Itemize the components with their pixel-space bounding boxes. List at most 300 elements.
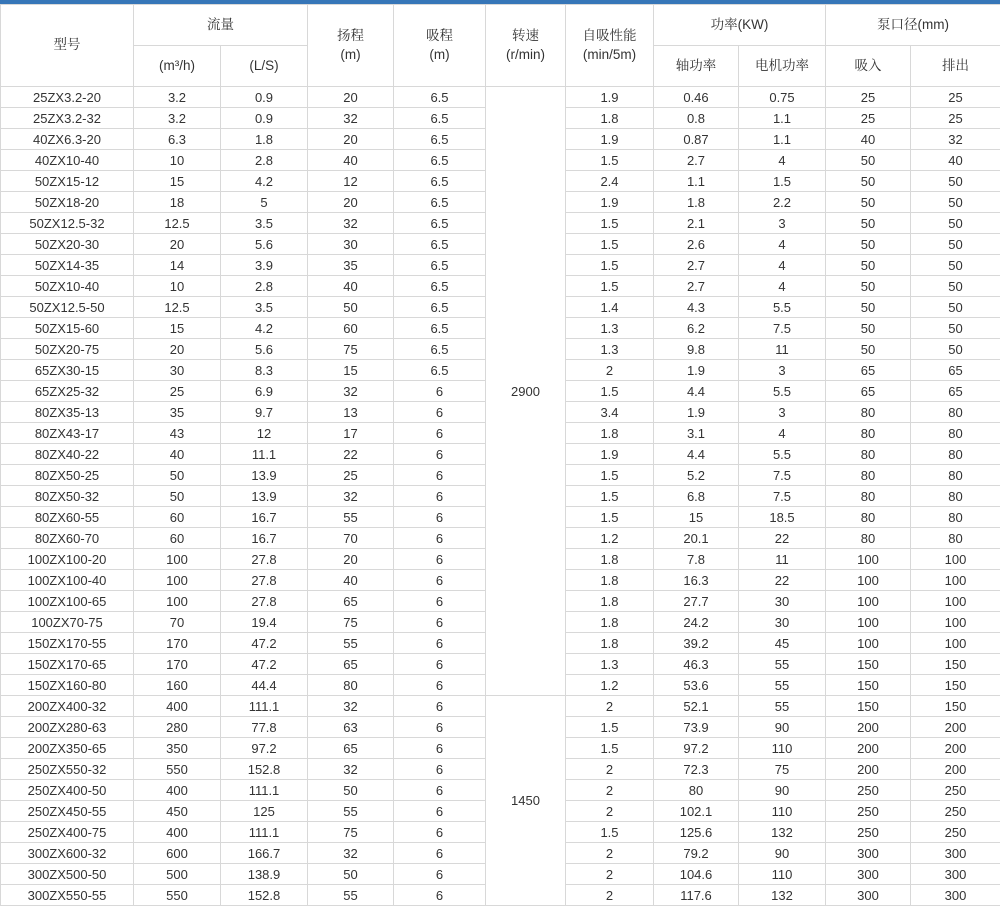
cell-flow-m3h: 35 xyxy=(134,402,221,423)
cell-inlet: 65 xyxy=(826,360,911,381)
cell-outlet: 150 xyxy=(911,675,1000,696)
cell-outlet: 80 xyxy=(911,465,1000,486)
cell-model: 250ZX400-75 xyxy=(1,822,134,843)
cell-outlet: 80 xyxy=(911,444,1000,465)
cell-inlet: 250 xyxy=(826,801,911,822)
spec-table-body xyxy=(1,87,1000,906)
cell-inlet: 50 xyxy=(826,318,911,339)
cell-flow-m3h: 3.2 xyxy=(134,87,221,108)
cell-head: 65 xyxy=(308,738,394,759)
cell-flow-ls: 5.6 xyxy=(221,234,308,255)
cell-outlet: 100 xyxy=(911,612,1000,633)
cell-inlet: 80 xyxy=(826,465,911,486)
cell-motor-power: 30 xyxy=(739,591,826,612)
cell-flow-m3h: 20 xyxy=(134,234,221,255)
cell-flow-ls: 152.8 xyxy=(221,885,308,906)
cell-head: 65 xyxy=(308,591,394,612)
cell-inlet: 250 xyxy=(826,780,911,801)
cell-shaft-power: 0.8 xyxy=(654,108,739,129)
cell-flow-ls: 4.2 xyxy=(221,171,308,192)
cell-shaft-power: 4.4 xyxy=(654,444,739,465)
cell-selfprime: 1.4 xyxy=(566,297,654,318)
cell-flow-ls: 9.7 xyxy=(221,402,308,423)
header-row-1 xyxy=(1,5,1000,46)
cell-suction: 6 xyxy=(394,780,486,801)
cell-outlet: 200 xyxy=(911,717,1000,738)
cell-motor-power: 3 xyxy=(739,402,826,423)
cell-outlet: 40 xyxy=(911,150,1000,171)
cell-motor-power: 4 xyxy=(739,150,826,171)
cell-suction: 6 xyxy=(394,465,486,486)
cell-flow-ls: 138.9 xyxy=(221,864,308,885)
col-header-head-label: 扬程 xyxy=(337,28,364,44)
cell-selfprime: 1.8 xyxy=(566,108,654,129)
cell-inlet: 50 xyxy=(826,339,911,360)
cell-motor-power: 1.1 xyxy=(739,108,826,129)
cell-outlet: 150 xyxy=(911,654,1000,675)
cell-motor-power: 22 xyxy=(739,528,826,549)
cell-motor-power: 1.5 xyxy=(739,171,826,192)
cell-flow-ls: 8.3 xyxy=(221,360,308,381)
cell-outlet: 50 xyxy=(911,339,1000,360)
cell-model: 100ZX70-75 xyxy=(1,612,134,633)
cell-suction: 6 xyxy=(394,528,486,549)
cell-inlet: 50 xyxy=(826,234,911,255)
col-header-flow-ls: (L/S) xyxy=(221,46,308,87)
cell-selfprime: 1.3 xyxy=(566,318,654,339)
cell-flow-m3h: 500 xyxy=(134,864,221,885)
cell-flow-m3h: 30 xyxy=(134,360,221,381)
cell-outlet: 100 xyxy=(911,549,1000,570)
cell-motor-power: 110 xyxy=(739,738,826,759)
cell-flow-ls: 77.8 xyxy=(221,717,308,738)
table-row xyxy=(1,87,1000,108)
cell-inlet: 80 xyxy=(826,423,911,444)
cell-motor-power: 3 xyxy=(739,360,826,381)
cell-suction: 6 xyxy=(394,864,486,885)
cell-selfprime: 2 xyxy=(566,843,654,864)
cell-inlet: 150 xyxy=(826,675,911,696)
col-header-selfprime-unit: (min/5m) xyxy=(582,46,637,62)
cell-model: 50ZX15-60 xyxy=(1,318,134,339)
cell-model: 80ZX60-55 xyxy=(1,507,134,528)
cell-shaft-power: 72.3 xyxy=(654,759,739,780)
cell-motor-power: 30 xyxy=(739,612,826,633)
cell-shaft-power: 4.4 xyxy=(654,381,739,402)
cell-selfprime: 1.5 xyxy=(566,738,654,759)
cell-model: 50ZX14-35 xyxy=(1,255,134,276)
col-header-suction-unit: (m) xyxy=(429,46,450,62)
cell-selfprime: 2 xyxy=(566,696,654,717)
cell-shaft-power: 52.1 xyxy=(654,696,739,717)
cell-inlet: 80 xyxy=(826,528,911,549)
cell-suction: 6 xyxy=(394,822,486,843)
cell-shaft-power: 15 xyxy=(654,507,739,528)
cell-motor-power: 4 xyxy=(739,276,826,297)
cell-inlet: 80 xyxy=(826,507,911,528)
cell-head: 55 xyxy=(308,885,394,906)
cell-motor-power: 45 xyxy=(739,633,826,654)
cell-shaft-power: 2.1 xyxy=(654,213,739,234)
cell-selfprime: 1.5 xyxy=(566,255,654,276)
cell-shaft-power: 3.1 xyxy=(654,423,739,444)
cell-shaft-power: 80 xyxy=(654,780,739,801)
cell-flow-ls: 125 xyxy=(221,801,308,822)
cell-head: 70 xyxy=(308,528,394,549)
col-header-suction-label: 吸程 xyxy=(426,28,453,44)
cell-motor-power: 55 xyxy=(739,675,826,696)
cell-outlet: 50 xyxy=(911,297,1000,318)
col-header-speed-label: 转速 xyxy=(512,28,539,44)
cell-selfprime: 1.2 xyxy=(566,675,654,696)
cell-flow-ls: 6.9 xyxy=(221,381,308,402)
cell-speed: 2900 xyxy=(486,87,566,696)
cell-suction: 6 xyxy=(394,591,486,612)
cell-model: 80ZX35-13 xyxy=(1,402,134,423)
cell-model: 80ZX50-32 xyxy=(1,486,134,507)
cell-flow-m3h: 10 xyxy=(134,150,221,171)
cell-head: 75 xyxy=(308,822,394,843)
cell-outlet: 150 xyxy=(911,696,1000,717)
cell-flow-m3h: 100 xyxy=(134,591,221,612)
cell-suction: 6 xyxy=(394,612,486,633)
cell-selfprime: 3.4 xyxy=(566,402,654,423)
cell-outlet: 50 xyxy=(911,171,1000,192)
cell-outlet: 250 xyxy=(911,822,1000,843)
cell-head: 32 xyxy=(308,108,394,129)
cell-motor-power: 75 xyxy=(739,759,826,780)
cell-motor-power: 18.5 xyxy=(739,507,826,528)
cell-head: 20 xyxy=(308,87,394,108)
cell-selfprime: 1.2 xyxy=(566,528,654,549)
cell-model: 80ZX60-70 xyxy=(1,528,134,549)
cell-model: 50ZX20-75 xyxy=(1,339,134,360)
cell-head: 50 xyxy=(308,780,394,801)
cell-suction: 6 xyxy=(394,570,486,591)
cell-outlet: 250 xyxy=(911,780,1000,801)
cell-motor-power: 3 xyxy=(739,213,826,234)
cell-suction: 6.5 xyxy=(394,318,486,339)
cell-flow-ls: 47.2 xyxy=(221,633,308,654)
cell-suction: 6.5 xyxy=(394,360,486,381)
cell-suction: 6 xyxy=(394,549,486,570)
cell-model: 65ZX30-15 xyxy=(1,360,134,381)
cell-head: 12 xyxy=(308,171,394,192)
cell-selfprime: 1.5 xyxy=(566,213,654,234)
cell-motor-power: 110 xyxy=(739,864,826,885)
cell-speed: 1450 xyxy=(486,696,566,906)
cell-head: 32 xyxy=(308,843,394,864)
cell-suction: 6 xyxy=(394,633,486,654)
cell-flow-ls: 19.4 xyxy=(221,612,308,633)
cell-outlet: 300 xyxy=(911,885,1000,906)
table-row xyxy=(1,696,1000,717)
cell-shaft-power: 79.2 xyxy=(654,843,739,864)
cell-outlet: 100 xyxy=(911,633,1000,654)
cell-selfprime: 1.5 xyxy=(566,465,654,486)
cell-flow-m3h: 100 xyxy=(134,570,221,591)
cell-outlet: 65 xyxy=(911,360,1000,381)
col-header-speed-unit: (r/min) xyxy=(506,46,545,62)
cell-outlet: 50 xyxy=(911,234,1000,255)
cell-motor-power: 110 xyxy=(739,801,826,822)
cell-shaft-power: 125.6 xyxy=(654,822,739,843)
cell-flow-ls: 0.9 xyxy=(221,108,308,129)
cell-inlet: 100 xyxy=(826,612,911,633)
cell-inlet: 25 xyxy=(826,87,911,108)
cell-inlet: 50 xyxy=(826,192,911,213)
cell-motor-power: 0.75 xyxy=(739,87,826,108)
cell-flow-m3h: 600 xyxy=(134,843,221,864)
cell-model: 150ZX160-80 xyxy=(1,675,134,696)
cell-model: 40ZX6.3-20 xyxy=(1,129,134,150)
col-header-head xyxy=(308,5,394,87)
cell-suction: 6 xyxy=(394,402,486,423)
cell-selfprime: 2 xyxy=(566,864,654,885)
cell-flow-ls: 166.7 xyxy=(221,843,308,864)
cell-motor-power: 132 xyxy=(739,885,826,906)
cell-shaft-power: 97.2 xyxy=(654,738,739,759)
cell-flow-ls: 16.7 xyxy=(221,507,308,528)
cell-shaft-power: 16.3 xyxy=(654,570,739,591)
cell-selfprime: 2 xyxy=(566,759,654,780)
cell-flow-m3h: 170 xyxy=(134,654,221,675)
cell-motor-power: 7.5 xyxy=(739,318,826,339)
cell-selfprime: 2 xyxy=(566,885,654,906)
cell-suction: 6 xyxy=(394,696,486,717)
cell-flow-m3h: 15 xyxy=(134,171,221,192)
cell-suction: 6 xyxy=(394,507,486,528)
cell-outlet: 25 xyxy=(911,87,1000,108)
cell-motor-power: 55 xyxy=(739,696,826,717)
cell-outlet: 80 xyxy=(911,486,1000,507)
cell-motor-power: 90 xyxy=(739,780,826,801)
cell-motor-power: 4 xyxy=(739,255,826,276)
cell-inlet: 100 xyxy=(826,591,911,612)
cell-head: 13 xyxy=(308,402,394,423)
cell-selfprime: 1.5 xyxy=(566,150,654,171)
col-header-model: 型号 xyxy=(1,5,134,87)
cell-inlet: 80 xyxy=(826,444,911,465)
cell-shaft-power: 6.8 xyxy=(654,486,739,507)
cell-flow-m3h: 43 xyxy=(134,423,221,444)
cell-outlet: 50 xyxy=(911,213,1000,234)
cell-flow-ls: 111.1 xyxy=(221,822,308,843)
cell-model: 25ZX3.2-32 xyxy=(1,108,134,129)
cell-flow-m3h: 6.3 xyxy=(134,129,221,150)
cell-head: 32 xyxy=(308,759,394,780)
cell-flow-ls: 97.2 xyxy=(221,738,308,759)
cell-flow-ls: 27.8 xyxy=(221,549,308,570)
cell-suction: 6 xyxy=(394,423,486,444)
col-header-flow-m3h: (m³/h) xyxy=(134,46,221,87)
cell-model: 200ZX280-63 xyxy=(1,717,134,738)
cell-shaft-power: 27.7 xyxy=(654,591,739,612)
cell-inlet: 300 xyxy=(826,864,911,885)
cell-head: 55 xyxy=(308,633,394,654)
cell-flow-ls: 11.1 xyxy=(221,444,308,465)
cell-flow-ls: 2.8 xyxy=(221,150,308,171)
cell-outlet: 250 xyxy=(911,801,1000,822)
cell-head: 40 xyxy=(308,276,394,297)
cell-flow-ls: 27.8 xyxy=(221,591,308,612)
cell-selfprime: 2 xyxy=(566,801,654,822)
cell-selfprime: 1.5 xyxy=(566,486,654,507)
cell-shaft-power: 1.9 xyxy=(654,360,739,381)
cell-selfprime: 1.9 xyxy=(566,192,654,213)
cell-shaft-power: 0.46 xyxy=(654,87,739,108)
cell-outlet: 32 xyxy=(911,129,1000,150)
cell-suction: 6 xyxy=(394,381,486,402)
cell-suction: 6.5 xyxy=(394,129,486,150)
cell-suction: 6 xyxy=(394,444,486,465)
cell-flow-m3h: 70 xyxy=(134,612,221,633)
cell-selfprime: 2 xyxy=(566,360,654,381)
cell-flow-m3h: 10 xyxy=(134,276,221,297)
cell-suction: 6 xyxy=(394,675,486,696)
cell-flow-m3h: 60 xyxy=(134,507,221,528)
cell-head: 25 xyxy=(308,465,394,486)
cell-model: 250ZX400-50 xyxy=(1,780,134,801)
col-header-head-unit: (m) xyxy=(340,46,361,62)
cell-model: 100ZX100-65 xyxy=(1,591,134,612)
cell-inlet: 200 xyxy=(826,738,911,759)
cell-flow-m3h: 14 xyxy=(134,255,221,276)
cell-head: 75 xyxy=(308,612,394,633)
cell-motor-power: 7.5 xyxy=(739,465,826,486)
cell-selfprime: 1.9 xyxy=(566,87,654,108)
cell-inlet: 50 xyxy=(826,276,911,297)
cell-selfprime: 1.8 xyxy=(566,591,654,612)
cell-inlet: 150 xyxy=(826,654,911,675)
cell-shaft-power: 6.2 xyxy=(654,318,739,339)
cell-inlet: 150 xyxy=(826,696,911,717)
cell-model: 80ZX40-22 xyxy=(1,444,134,465)
cell-selfprime: 1.8 xyxy=(566,549,654,570)
cell-model: 50ZX15-12 xyxy=(1,171,134,192)
cell-suction: 6 xyxy=(394,717,486,738)
cell-suction: 6.5 xyxy=(394,276,486,297)
cell-head: 60 xyxy=(308,318,394,339)
cell-inlet: 80 xyxy=(826,402,911,423)
cell-inlet: 50 xyxy=(826,171,911,192)
cell-flow-ls: 47.2 xyxy=(221,654,308,675)
cell-inlet: 80 xyxy=(826,486,911,507)
cell-shaft-power: 53.6 xyxy=(654,675,739,696)
cell-shaft-power: 2.6 xyxy=(654,234,739,255)
cell-flow-ls: 3.5 xyxy=(221,297,308,318)
cell-model: 50ZX18-20 xyxy=(1,192,134,213)
cell-model: 50ZX10-40 xyxy=(1,276,134,297)
cell-flow-ls: 1.8 xyxy=(221,129,308,150)
cell-suction: 6.5 xyxy=(394,108,486,129)
cell-model: 25ZX3.2-20 xyxy=(1,87,134,108)
cell-motor-power: 11 xyxy=(739,339,826,360)
cell-flow-ls: 13.9 xyxy=(221,486,308,507)
cell-selfprime: 1.5 xyxy=(566,234,654,255)
cell-inlet: 65 xyxy=(826,381,911,402)
cell-head: 55 xyxy=(308,507,394,528)
cell-flow-ls: 5 xyxy=(221,192,308,213)
cell-flow-m3h: 40 xyxy=(134,444,221,465)
cell-flow-ls: 44.4 xyxy=(221,675,308,696)
cell-motor-power: 55 xyxy=(739,654,826,675)
cell-selfprime: 1.8 xyxy=(566,423,654,444)
cell-shaft-power: 24.2 xyxy=(654,612,739,633)
cell-outlet: 80 xyxy=(911,528,1000,549)
cell-inlet: 40 xyxy=(826,129,911,150)
cell-outlet: 50 xyxy=(911,318,1000,339)
cell-flow-m3h: 25 xyxy=(134,381,221,402)
cell-selfprime: 2 xyxy=(566,780,654,801)
cell-flow-m3h: 400 xyxy=(134,822,221,843)
cell-motor-power: 7.5 xyxy=(739,486,826,507)
cell-model: 100ZX100-20 xyxy=(1,549,134,570)
cell-head: 32 xyxy=(308,696,394,717)
cell-flow-m3h: 50 xyxy=(134,465,221,486)
cell-flow-ls: 12 xyxy=(221,423,308,444)
cell-inlet: 100 xyxy=(826,633,911,654)
cell-suction: 6.5 xyxy=(394,339,486,360)
cell-suction: 6.5 xyxy=(394,171,486,192)
cell-inlet: 300 xyxy=(826,885,911,906)
cell-selfprime: 1.9 xyxy=(566,129,654,150)
cell-shaft-power: 1.1 xyxy=(654,171,739,192)
cell-selfprime: 1.8 xyxy=(566,570,654,591)
cell-model: 300ZX550-55 xyxy=(1,885,134,906)
cell-head: 20 xyxy=(308,549,394,570)
cell-shaft-power: 9.8 xyxy=(654,339,739,360)
cell-selfprime: 1.5 xyxy=(566,276,654,297)
cell-head: 20 xyxy=(308,129,394,150)
cell-motor-power: 5.5 xyxy=(739,297,826,318)
cell-flow-m3h: 12.5 xyxy=(134,213,221,234)
cell-flow-ls: 2.8 xyxy=(221,276,308,297)
cell-motor-power: 1.1 xyxy=(739,129,826,150)
col-header-motor-power: 电机功率 xyxy=(739,46,826,87)
cell-selfprime: 1.9 xyxy=(566,444,654,465)
cell-outlet: 100 xyxy=(911,570,1000,591)
cell-selfprime: 1.5 xyxy=(566,822,654,843)
cell-flow-ls: 152.8 xyxy=(221,759,308,780)
cell-model: 150ZX170-55 xyxy=(1,633,134,654)
cell-model: 80ZX50-25 xyxy=(1,465,134,486)
cell-shaft-power: 1.9 xyxy=(654,402,739,423)
col-header-selfprime-label: 自吸性能 xyxy=(582,28,637,44)
cell-shaft-power: 7.8 xyxy=(654,549,739,570)
cell-model: 50ZX12.5-32 xyxy=(1,213,134,234)
cell-outlet: 300 xyxy=(911,864,1000,885)
cell-suction: 6 xyxy=(394,801,486,822)
cell-flow-m3h: 3.2 xyxy=(134,108,221,129)
cell-head: 55 xyxy=(308,801,394,822)
cell-flow-m3h: 450 xyxy=(134,801,221,822)
cell-head: 50 xyxy=(308,297,394,318)
cell-selfprime: 1.8 xyxy=(566,633,654,654)
cell-suction: 6.5 xyxy=(394,297,486,318)
cell-inlet: 50 xyxy=(826,213,911,234)
cell-inlet: 250 xyxy=(826,822,911,843)
cell-selfprime: 1.5 xyxy=(566,381,654,402)
cell-flow-m3h: 170 xyxy=(134,633,221,654)
cell-outlet: 100 xyxy=(911,591,1000,612)
cell-flow-m3h: 400 xyxy=(134,696,221,717)
cell-model: 300ZX600-32 xyxy=(1,843,134,864)
cell-outlet: 300 xyxy=(911,843,1000,864)
cell-motor-power: 4 xyxy=(739,423,826,444)
cell-flow-m3h: 15 xyxy=(134,318,221,339)
cell-inlet: 50 xyxy=(826,150,911,171)
